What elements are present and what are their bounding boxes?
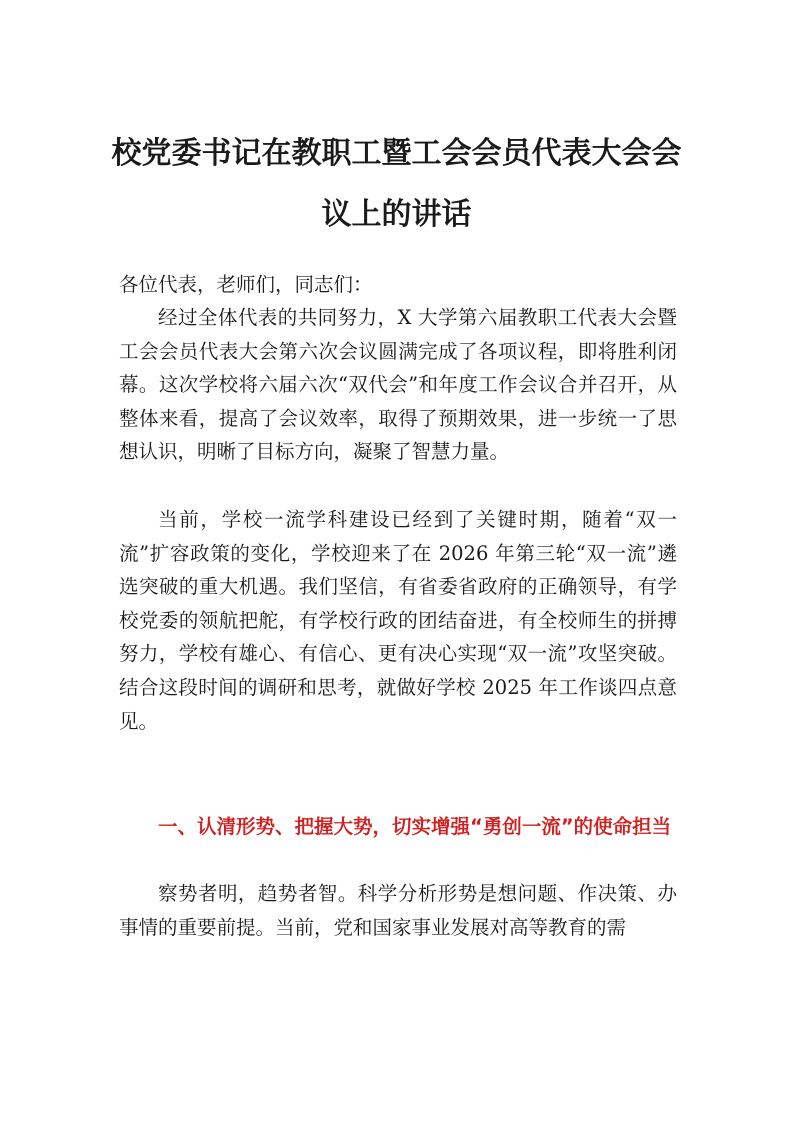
section-heading-1: 一、认清形势、把握大势，切实增强“勇创一流”的使命担当: [158, 815, 672, 838]
document-title-line-1: 校党委书记在教职工暨工会会员代表大会会: [111, 136, 682, 171]
salutation: 各位代表，老师们，同志们：: [119, 273, 373, 296]
paragraph-1: 经过全体代表的共同努力，X 大学第六届教职工代表大会暨工会会员代表大会第六次会议圆满完成了各项议程，即将胜利闭幕。这次学校将六届六次“双代会”和年度工作会议合并召开，从整体来看，提高了会议效率，取得了预期效果，进一步统一了思想认识，明晰了目标方向，凝聚了智慧力量。: [119, 306, 677, 464]
document-title-line-2: 议上的讲话: [321, 197, 472, 232]
paragraph-2: 当前，学校一流学科建设已经到了关键时期，随着“双一流”扩容政策的变化，学校迎来了在 2026 年第三轮“双一流”遴选突破的重大机遇。我们坚信，有省委省政府的正确领导，有学校党委的领航把舵，有学校行政的团结奋进，有全校师生的拼搏努力，学校有雄心、有信心、更有决心实现“双一流”攻坚突破。结合这段时间的调研和思考，就做好学校 2025 年工作谈四点意见。: [119, 508, 677, 733]
paragraph-3: 察势者明，趋势者智。科学分析形势是想问题、作决策、办事情的重要前提。当前，党和国家事业发展对高等教育的需: [119, 882, 677, 939]
